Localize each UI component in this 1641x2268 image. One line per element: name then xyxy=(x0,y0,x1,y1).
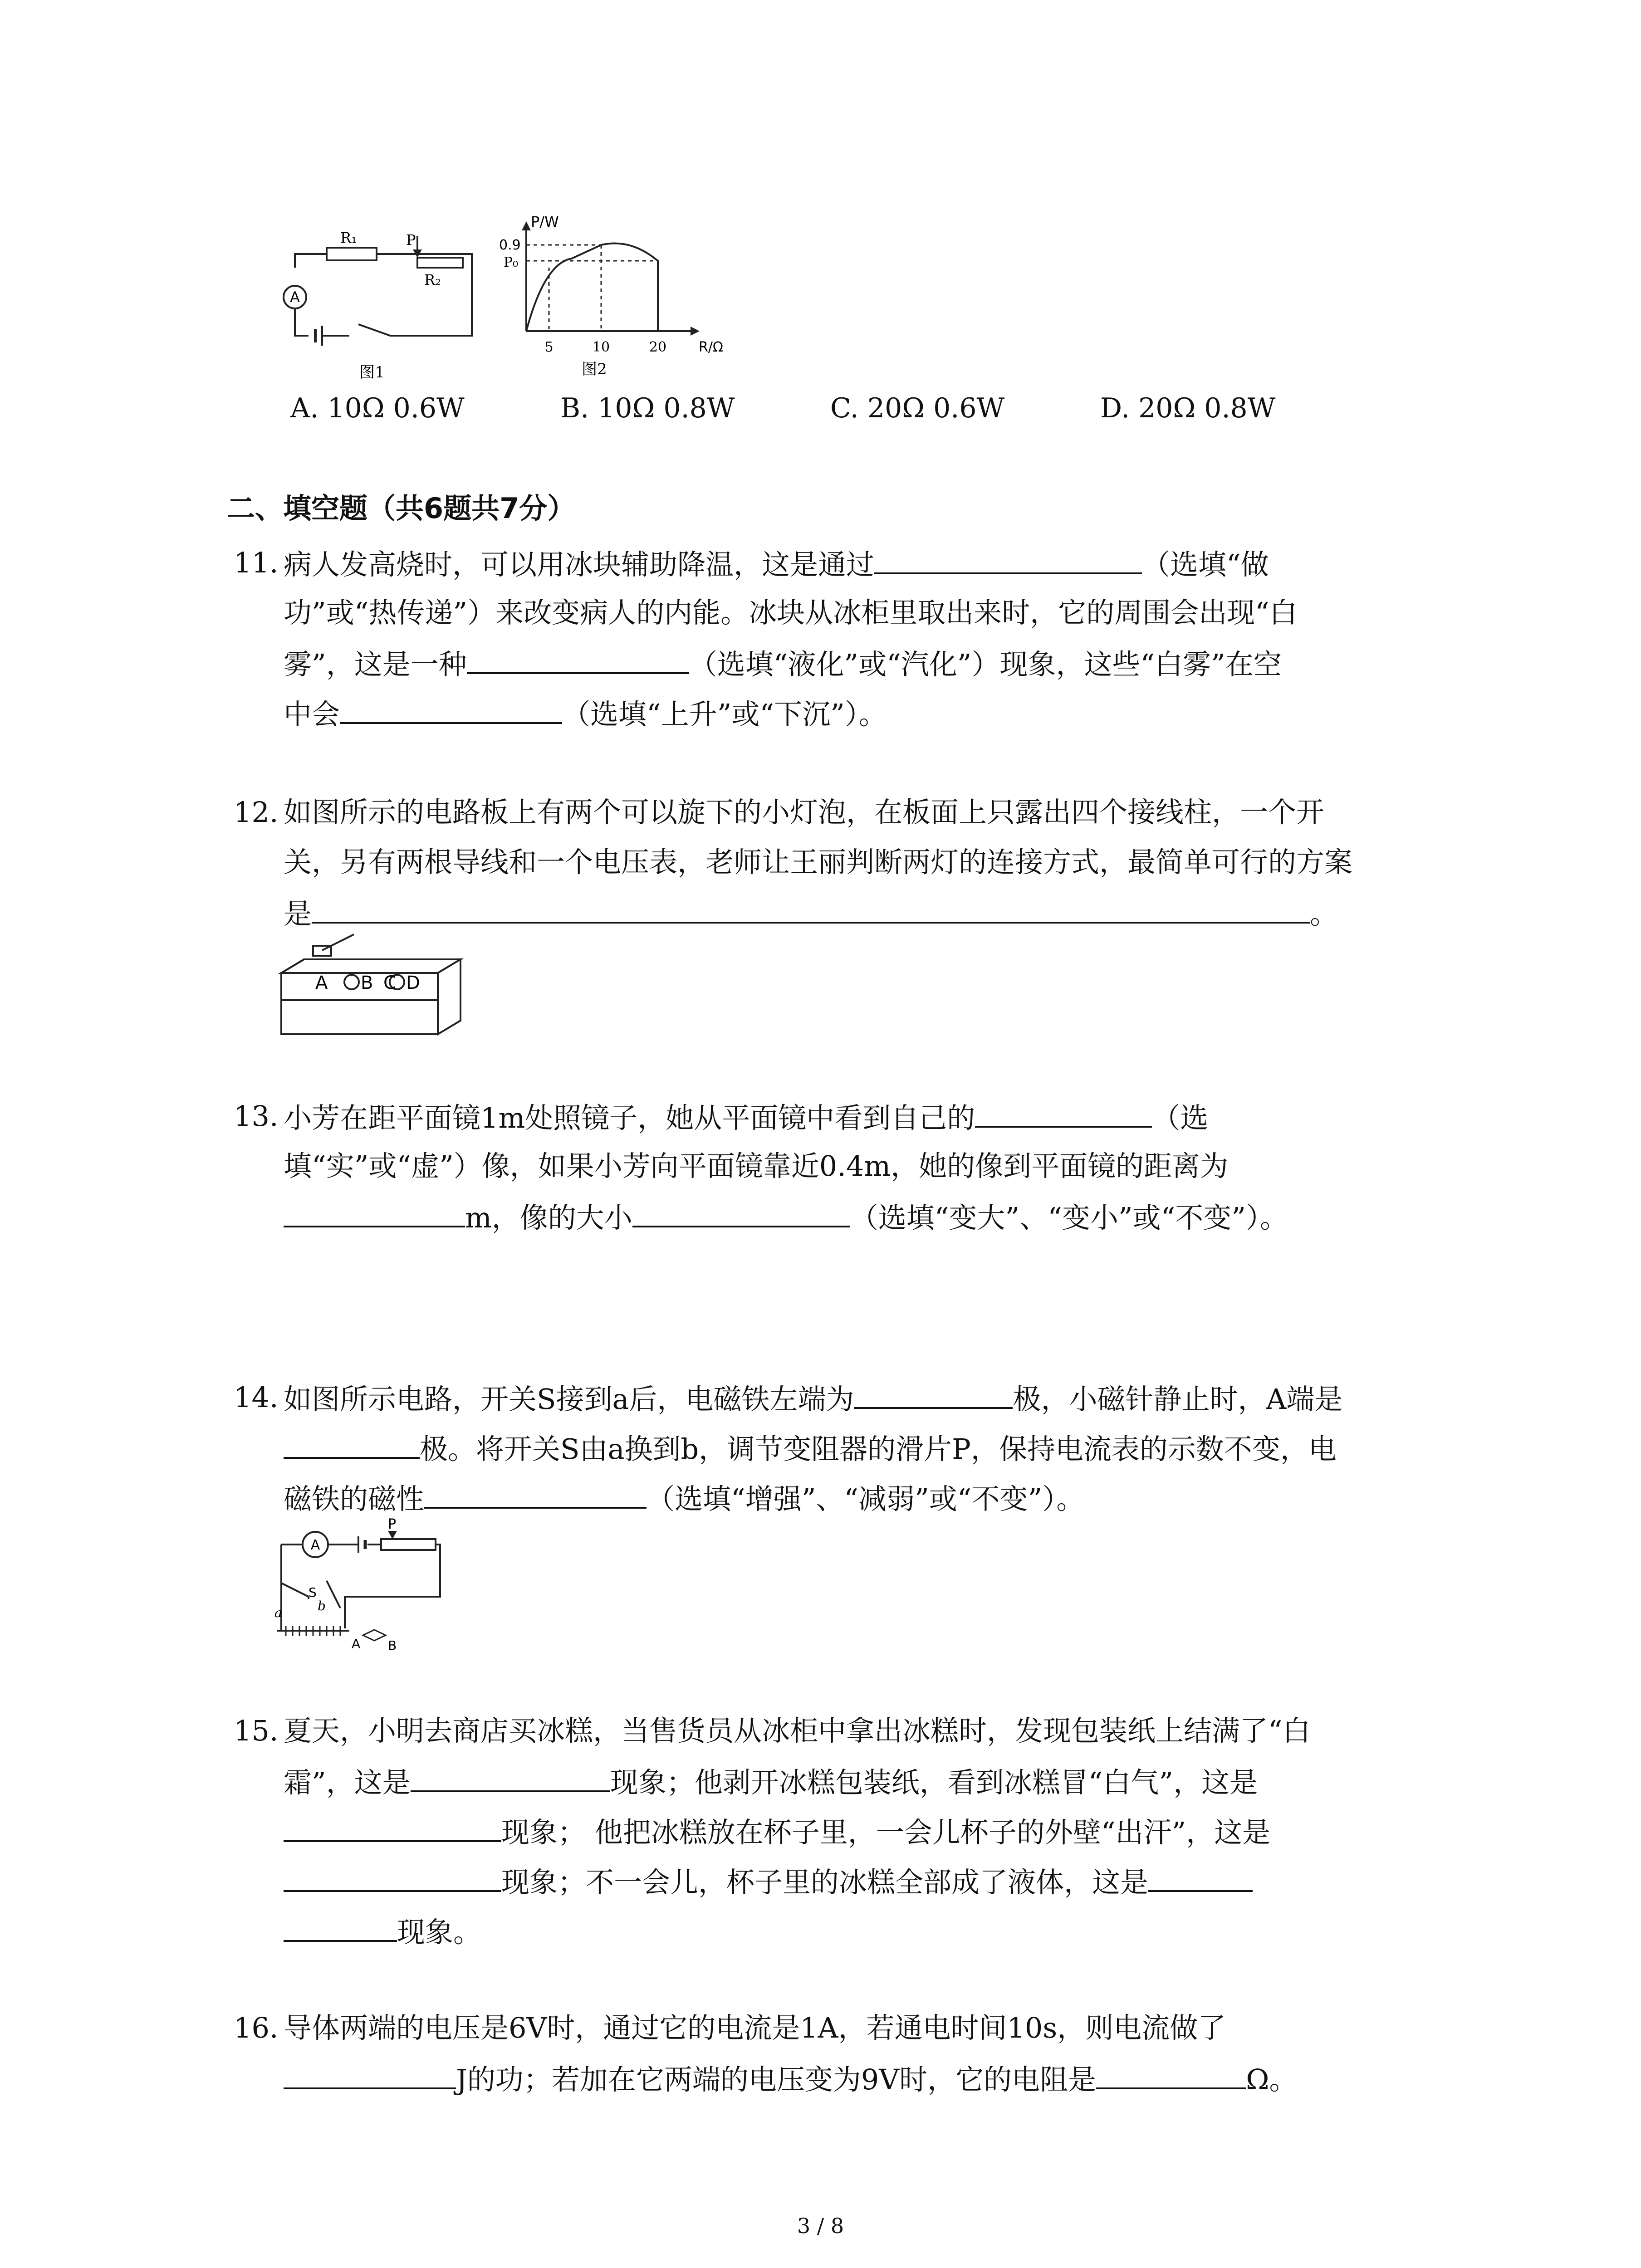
q15-number: 15. xyxy=(234,1714,279,1747)
q12-text: 。 xyxy=(1310,897,1338,930)
q14-text: 极，小磁针静止时，A端是 xyxy=(1013,1383,1343,1416)
q14-text: 如图所示电路，开关S接到a后，电磁铁左端为 xyxy=(284,1383,854,1416)
q14-line-3 xyxy=(284,1483,1084,1513)
q15-text: 现象；不一会儿，杯子里的冰糕全部成了液体，这是 xyxy=(501,1866,1149,1899)
fig2-x5-label: 5 xyxy=(544,339,554,355)
fig2-xaxis-label: R/Ω xyxy=(699,339,723,355)
figure-2-graph xyxy=(499,213,735,386)
q15-text: 现象；他剥开冰糕包装纸，看到冰糕冒“白气”，这是 xyxy=(610,1766,1258,1799)
q14-text: 磁铁的磁性 xyxy=(284,1482,425,1515)
q11-text: （选填“做 xyxy=(1142,548,1269,581)
q11-line-1 xyxy=(284,549,1269,579)
q11-line-3 xyxy=(284,649,1282,679)
fig1-r2-label: R₂ xyxy=(424,271,441,288)
q11-text: 雾”，这是一种 xyxy=(284,648,467,681)
fig2-x10-label: 10 xyxy=(592,339,610,355)
q13-blank-1[interactable] xyxy=(975,1102,1152,1128)
q15-text: 现象。 xyxy=(397,1916,482,1949)
q13-line-1 xyxy=(284,1102,1208,1132)
q12-circuit-board-figure xyxy=(277,932,467,1041)
q15-blank-4-cont[interactable] xyxy=(284,1916,397,1942)
q11-blank-2[interactable] xyxy=(467,649,689,674)
q12-line-3 xyxy=(284,898,1338,928)
q14-needle-a-label: A xyxy=(352,1636,361,1651)
q14-ammeter-label: A xyxy=(310,1537,320,1553)
q15-blank-3[interactable] xyxy=(284,1867,501,1892)
q11-line-4 xyxy=(284,698,887,731)
q14-number: 14. xyxy=(234,1381,279,1414)
q13-blank-2[interactable] xyxy=(284,1202,465,1227)
q16-line-2 xyxy=(284,2064,1297,2094)
q15-text: 霜”，这是 xyxy=(284,1766,411,1799)
fig2-p0-label: P₀ xyxy=(504,254,519,270)
q12-line-1: 如图所示的电路板上有两个可以旋下的小灯泡，在板面上只露出四个接线柱，一个开 xyxy=(284,796,1325,829)
fig1-p-label: P xyxy=(406,231,416,249)
q16-line-1: 导体两端的电压是6V时，通过它的电流是1A，若通电时间10s，则电流做了 xyxy=(284,2011,1226,2044)
q12-line-2: 关，另有两根导线和一个电压表，老师让王丽判断两灯的连接方式，最简单可行的方案 xyxy=(284,846,1353,879)
fig2-x20-label: 20 xyxy=(649,339,667,355)
q14-b-label: b xyxy=(318,1598,326,1613)
q14-blank-3[interactable] xyxy=(424,1483,647,1509)
q14-electromagnet-figure xyxy=(272,1517,472,1658)
fig2-yaxis-label: P/W xyxy=(531,213,559,230)
q15-line-1: 夏天，小明去商店买冰糕，当售货员从冰柜中拿出冰糕时，发现包装纸上结满了“白 xyxy=(284,1714,1311,1747)
q15-line-3 xyxy=(284,1817,1270,1847)
q12-blank[interactable] xyxy=(312,898,1310,924)
q11-text: 病人发高烧时，可以用冰块辅助降温，这是通过 xyxy=(284,548,875,581)
q11-line-2: 功”或“热传递”）来改变病人的内能。冰块从冰柜里取出来时，它的周围会出现“白 xyxy=(284,596,1298,629)
fig1-caption: 图1 xyxy=(359,363,385,381)
option-a: A. 10Ω 0.6W xyxy=(290,392,465,424)
fig2-y09-label: 0.9 xyxy=(499,237,521,253)
q14-text: 极。将开关S由a换到b，调节变阻器的滑片P，保持电流表的示数不变，电 xyxy=(420,1432,1337,1466)
q14-blank-1[interactable] xyxy=(854,1383,1013,1409)
page-number: 3 / 8 xyxy=(797,2214,844,2238)
q15-text: 现象； 他把冰糕放在杯子里，一会儿杯子的外壁“出汗”，这是 xyxy=(501,1816,1271,1849)
q12-label-d: D xyxy=(406,973,420,993)
q15-line-2 xyxy=(284,1767,1258,1797)
section-2-title: 二、填空题（共6题共7分） xyxy=(227,492,576,525)
q15-blank-1[interactable] xyxy=(411,1767,610,1792)
q14-text: （选填“增强”、“减弱”或“不变”）。 xyxy=(647,1482,1085,1515)
q11-text: （选填“上升”或“下沉”）。 xyxy=(562,698,887,731)
fig1-ammeter-label: A xyxy=(290,288,300,306)
fig1-r1-label: R₁ xyxy=(340,229,357,246)
q13-text: 小芳在距平面镜1m处照镜子，她从平面镜中看到自己的 xyxy=(284,1101,975,1134)
q14-a-label: a xyxy=(274,1605,282,1620)
q16-blank-2[interactable] xyxy=(1096,2064,1246,2089)
q16-blank-1[interactable] xyxy=(284,2064,456,2089)
q11-blank-3[interactable] xyxy=(340,699,562,724)
q13-text: （选 xyxy=(1152,1101,1209,1134)
q14-s-label: S xyxy=(309,1585,317,1600)
q11-blank-1[interactable] xyxy=(874,549,1142,574)
q14-needle-b-label: B xyxy=(388,1638,397,1653)
q12-text: 是 xyxy=(284,897,312,930)
q13-blank-3[interactable] xyxy=(632,1202,850,1227)
q15-blank-2[interactable] xyxy=(284,1817,501,1842)
option-c: C. 20Ω 0.6W xyxy=(830,392,1005,424)
q11-text: 中会 xyxy=(284,698,340,731)
q14-line-1 xyxy=(284,1383,1343,1416)
q11-number: 11. xyxy=(234,546,279,579)
q13-line-2: 填“实”或“虚”）像，如果小芳向平面镜靠近0.4m，她的像到平面镜的距离为 xyxy=(284,1149,1229,1183)
q12-number: 12. xyxy=(234,796,279,829)
q13-line-3 xyxy=(284,1202,1288,1232)
q12-label-b: B xyxy=(361,973,373,993)
q13-text: （选填“变大”、“变小”或“不变”）。 xyxy=(850,1201,1288,1234)
q12-label-a: A xyxy=(315,973,328,993)
q14-p-label: P xyxy=(388,1517,397,1532)
q15-blank-4[interactable] xyxy=(1148,1867,1253,1892)
q13-number: 13. xyxy=(234,1100,279,1133)
figure-1-circuit xyxy=(268,218,485,386)
q16-text: Ω。 xyxy=(1246,2063,1298,2096)
q12-label-c: C xyxy=(383,973,396,993)
q14-line-2 xyxy=(284,1432,1337,1466)
q15-line-5 xyxy=(284,1916,482,1949)
q16-number: 16. xyxy=(234,2011,279,2044)
option-d: D. 20Ω 0.8W xyxy=(1100,392,1276,424)
fig2-caption: 图2 xyxy=(582,360,607,378)
q16-text: J的功；若加在它两端的电压变为9V时，它的电阻是 xyxy=(456,2063,1097,2096)
q15-line-4 xyxy=(284,1867,1253,1897)
q11-text: （选填“液化”或“汽化”）现象，这些“白雾”在空 xyxy=(689,648,1282,681)
option-b: B. 10Ω 0.8W xyxy=(560,392,735,424)
q13-text: m，像的大小 xyxy=(465,1201,632,1234)
q14-blank-2[interactable] xyxy=(284,1433,420,1459)
